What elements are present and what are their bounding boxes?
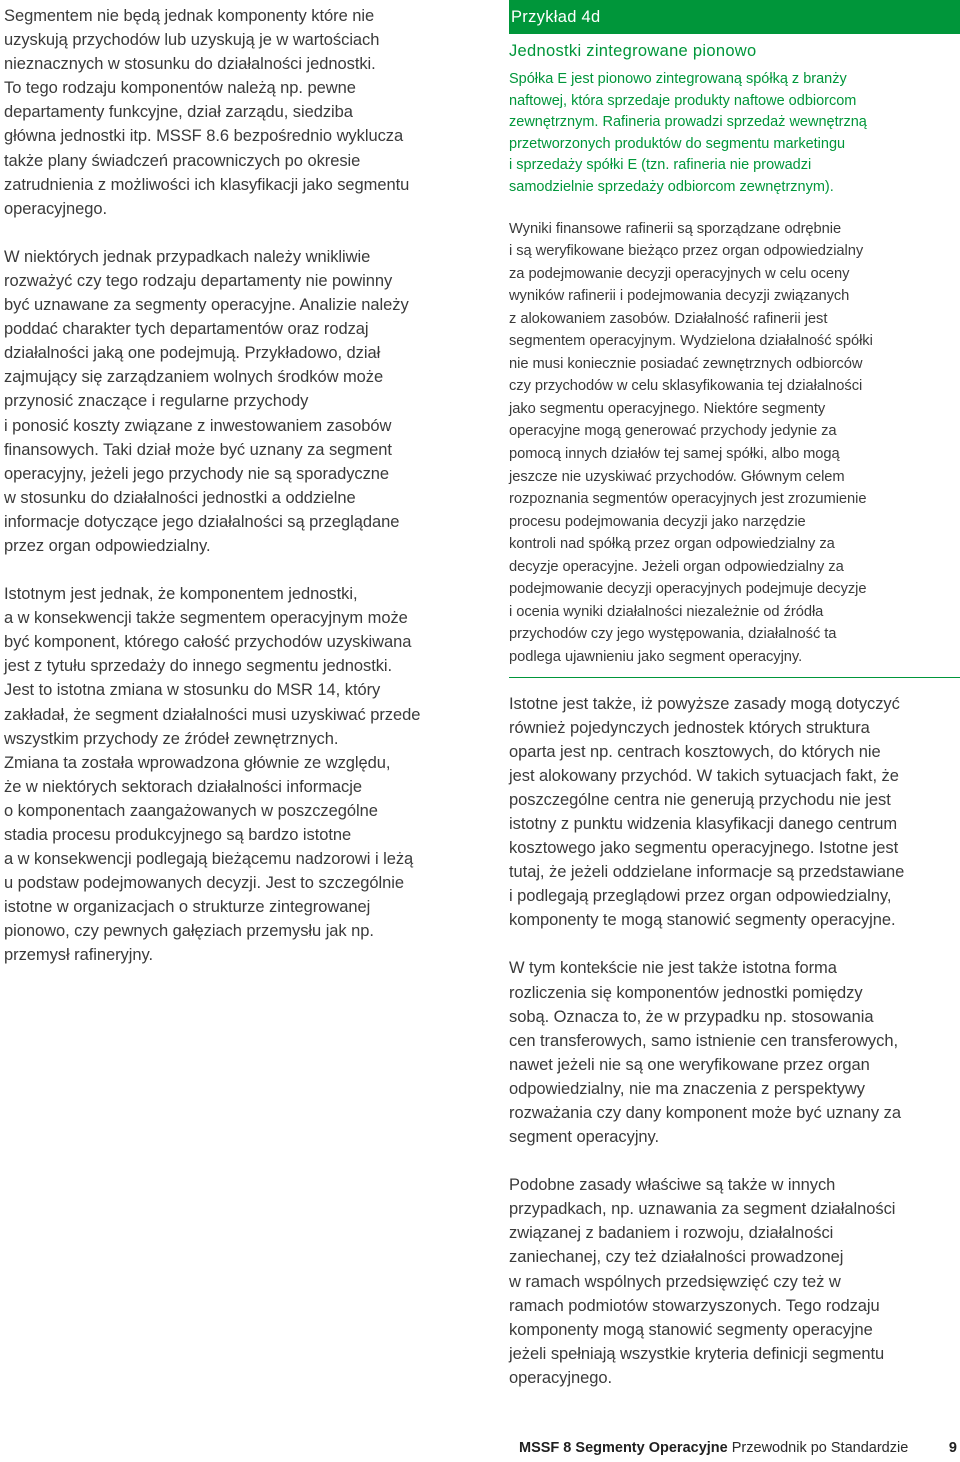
example-box: [509, 0, 960, 678]
left-paragraph-3: Istotnym jest jednak, że komponentem jednostki, a w konsekwencji także segmentem operacyjnym może być komponent, którego całość przychodów uzyskiwana jest z tytułu sprzedaży do innego segmentu jednostki. Jest to istotna zmiana w stosunku do MSR 14, który zakładał, że segment działalności musi uzyskiwać przede wszystkim przychody ze źródeł zewnętrznych. Zmiana ta została wprowadzona głównie ze względu, że w niektórych sektorach działalności informacje o komponentach zaangażowanych w poszczególne stadia procesu produkcyjnego są bardzo istotne a w konsekwencji podlegają bieżącemu nadzorowi i leżą u podstaw podejmowanych decyzji. Jest to szczególnie istotne w organizacjach o strukturze zintegrowanej pionowo, czy pewnych gałęziach przemysłu jak np. przemysł rafineryjny.: [4, 585, 421, 965]
left-paragraph-2: W niektórych jednak przypadkach należy wnikliwie rozważyć czy tego rodzaju departamenty nie powinny być uznawane za segmenty operacyjne. Analizie należy poddać charakter tych departamentów oraz rodzaj działalności jaką one podejmują. Przykładowo, dział zajmujący się zarządzaniem wolnych środków może przynosić znaczące i regularne przychody i ponosić koszty związane z inwestowaniem zasobów finansowych. Taki dział może być uznany za segment operacyjny, jeżeli jego przychody nie są sporadyczne w stosunku do działalności jednostki a oddzielne informacje dotyczące jego działalności są przeglądane przez organ odpowiedzialny.: [4, 247, 409, 555]
footer-subtitle: Przewodnik po Standardzie: [731, 1440, 909, 1456]
left-paragraph-1: Segmentem nie będą jednak komponenty które nie uzyskują przychodów lub uzyskują je w wartościach nieznacznych w stosunku do działalności jednostki. To tego rodzaju komponentów należą np. pewne departamenty funkcyjne, dział zarządu, siedziba główna jednostki itp. MSSF 8.6 bezpośrednio wyklucza także plany świadczeń pracowniczych po okresie zatrudnienia z możliwości ich klasyfikacji jako segmentu operacyjnego.: [4, 7, 410, 218]
page-number: 9: [948, 1440, 957, 1456]
page-footer: [519, 1438, 960, 1458]
right-paragraph-2: W tym kontekście nie jest także istotna forma rozliczenia się komponentów jednostki pomiędzy sobą. Oznacza to, że w przypadku np. stosowania cen transferowych, samo istnienie cen transferowych, nawet jeżeli nie są one weryfikowane przez organ odpowiedzialny, nie ma znaczenia z perspektywy rozważania czy dany komponent może być uznany za segment operacyjny.: [509, 959, 901, 1147]
example-subtitle: Jednostki zintegrowane pionowo: [509, 42, 757, 60]
example-body: Spółka E jest pionowo zintegrowaną spółką z branży naftowej, która sprzedaje produkty naftowe odbiorcom zewnętrznym. Rafineria prowadzi sprzedaż wewnętrzną przetworzonych produktów do segmentu marketingu i sprzedaży spółki E (tzn. rafineria nie prowadzi samodzielnie sprzedaży odbiorcom zewnętrznym).: [509, 71, 867, 195]
right-paragraph-1: Istotne jest także, iż powyższe zasady mogą dotyczyć również pojedynczych jednostek których struktura oparta jest np. centrach kosztowych, do których nie jest alokowany przychód. W takich sytuacjach fakt, że poszczególne centra nie generują przychodu nie jest istotny z punktu widzenia klasyfikacji danego centrum kosztowego jako segmentu operacyjnego. Istotne jest tutaj, że jeżeli oddzielane informacje są przedstawiane i podlegają przeglądowi przez organ odpowiedzialny, komponenty te mogą stanowić segmenty operacyjne.: [509, 694, 905, 930]
left-column: [4, 4, 472, 968]
example-divider: [509, 677, 960, 678]
right-column: [509, 0, 960, 1390]
right-paragraph-3: Podobne zasady właściwe są także w innych przypadkach, np. uznawania za segment działalności związanej z badaniem i rozwoju, działalności zaniechanej, czy też działalności prowadzonej w ramach wspólnych przedsięwzięć czy też w ramach podmiotów stowarzyszonych. Tego rodzaju komponenty mogą stanowić segmenty operacyjne jeżeli spełniają wszystkie kryteria definicji segmentu operacyjnego.: [509, 1176, 896, 1387]
footer-title: MSSF 8 Segmenty Operacyjne: [519, 1440, 728, 1456]
example-title: Przykład 4d: [511, 7, 601, 26]
example-explanation: Wyniki finansowe rafinerii są sporządzane odrębnie i są weryfikowane bieżąco przez organ odpowiedzialny za podejmowanie decyzji operacyjnych w celu oceny wyników rafinerii i podejmowania decyzji związanych z alokowaniem zasobów. Działalność rafinerii jest segmentem operacyjnym. Wydzielona działalność spółki nie musi koniecznie posiadać zewnętrznych odbiorców czy przychodów w celu sklasyfikowania tej działalności jako segmentu operacyjnego. Niektóre segmenty operacyjne mogą generować przychody jedynie za pomocą innych działów tej samej spółki, albo mogą jeszcze nie uzyskiwać przychodów. Głównym celem rozpoznania segmentów operacyjnych jest zrozumienie procesu podejmowania decyzji jako narzędzie kontroli nad spółką przez organ odpowiedzialny za decyzje operacyjne. Jeżeli organ odpowiedzialny za podejmowanie decyzji operacyjnych podejmuje decyzje i ocenia wyniki działalności niezależnie od źródła przychodów czy jego występowania, działalność ta podlega ujawnieniu jako segment operacyjny.: [509, 220, 873, 665]
example-title-bar: [509, 0, 960, 34]
